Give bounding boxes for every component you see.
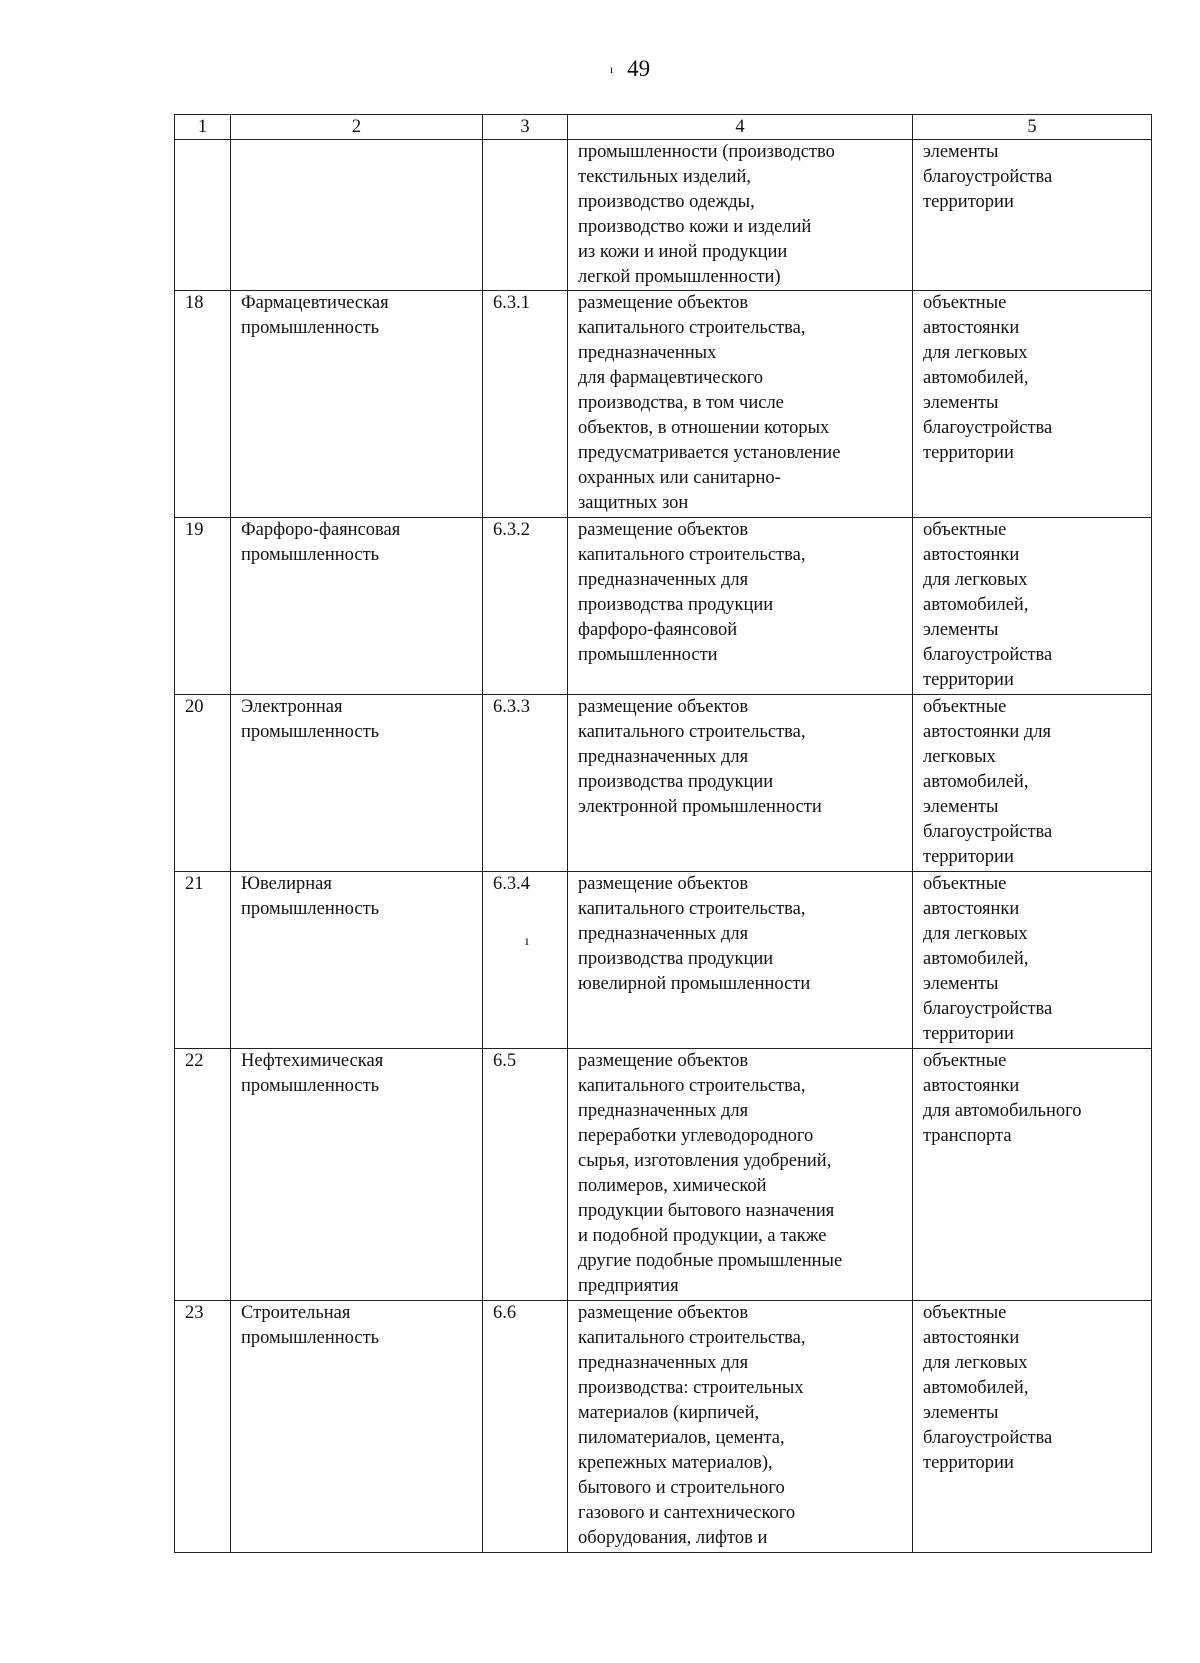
use-description: размещение объектов капитального строительства, предназначенных для фармацевтического производства, в том числе объектов, в отношении которых предусматривается установление охранных или санитарно- защитных зон xyxy=(578,293,841,513)
regulations-table xyxy=(174,114,1152,1553)
row-number: 18 xyxy=(185,293,204,313)
auxiliary-uses-cell xyxy=(913,518,1152,695)
row-number-cell xyxy=(175,518,231,695)
column-header-5: 5 xyxy=(913,115,1152,140)
table-row xyxy=(175,1301,1152,1553)
classifier-code: 6.3.1 xyxy=(493,293,530,313)
classifier-code-cell xyxy=(483,695,568,872)
row-number: 20 xyxy=(185,697,204,717)
header-row xyxy=(175,115,1152,140)
use-type-name-cell xyxy=(231,872,483,1049)
row-number-cell xyxy=(175,872,231,1049)
auxiliary-uses: элементы благоустройства территории xyxy=(923,142,1053,212)
scan-mark: ı xyxy=(525,934,529,949)
use-type-name-cell xyxy=(231,518,483,695)
classifier-code: 6.3.2 xyxy=(493,520,530,540)
use-type-name-cell xyxy=(231,291,483,518)
column-header-3: 3 xyxy=(483,115,568,140)
classifier-code: 6.3.3 xyxy=(493,697,530,717)
row-number-cell xyxy=(175,1049,231,1301)
row-number: 23 xyxy=(185,1303,204,1323)
use-type-name: Нефтехимическая промышленность xyxy=(241,1051,384,1096)
auxiliary-uses: объектные автостоянки для легковых автомобилей, элементы благоустройства территории xyxy=(923,874,1053,1044)
use-type-name: Фармацевтическая промышленность xyxy=(241,293,389,338)
auxiliary-uses: объектные автостоянки для автомобильного транспорта xyxy=(923,1051,1082,1146)
auxiliary-uses-cell xyxy=(913,1049,1152,1301)
use-description-cell xyxy=(568,1301,913,1553)
auxiliary-uses-cell xyxy=(913,291,1152,518)
use-description: размещение объектов капитального строительства, предназначенных для производства: строительных материалов (кирпичей, пиломатериалов, цемента, крепежных материалов), бытового и строительного газового и сантехнического оборудования, лифтов и xyxy=(578,1303,806,1548)
use-description-cell xyxy=(568,695,913,872)
row-number-cell xyxy=(175,140,231,291)
row-number-cell xyxy=(175,291,231,518)
auxiliary-uses-cell xyxy=(913,695,1152,872)
use-type-name: Фарфоро-фаянсовая промышленность xyxy=(241,520,401,565)
classifier-code-cell xyxy=(483,1301,568,1553)
classifier-code: 6.3.4 xyxy=(493,874,530,894)
use-description: размещение объектов капитального строительства, предназначенных для производства продукции фарфоро-фаянсовой промышленности xyxy=(578,520,806,665)
classifier-code: 6.5 xyxy=(493,1051,517,1071)
column-header-4: 4 xyxy=(568,115,913,140)
page-number xyxy=(0,56,1200,82)
row-number: 21 xyxy=(185,874,204,894)
use-description-cell xyxy=(568,872,913,1049)
table-row xyxy=(175,140,1152,291)
classifier-code-cell xyxy=(483,140,568,291)
use-description-cell xyxy=(568,140,913,291)
classifier-code-cell xyxy=(483,518,568,695)
use-type-name-cell xyxy=(231,1301,483,1553)
classifier-code-cell xyxy=(483,872,568,1049)
auxiliary-uses: объектные автостоянки для легковых автомобилей, элементы благоустройства территории xyxy=(923,520,1053,690)
column-header-1: 1 xyxy=(175,115,231,140)
classifier-code-cell xyxy=(483,1049,568,1301)
table-row xyxy=(175,1049,1152,1301)
page-number-value: 49 xyxy=(627,56,651,81)
use-description-cell xyxy=(568,291,913,518)
auxiliary-uses: объектные автостоянки для легковых автомобилей, элементы благоустройства территории xyxy=(923,293,1053,463)
table-body xyxy=(175,140,1152,1553)
row-number-cell xyxy=(175,695,231,872)
use-type-name-cell xyxy=(231,1049,483,1301)
use-description: промышленности (производство текстильных изделий, производство одежды, производство кожи и изделий из кожи и иной продукции легкой промышленности) xyxy=(578,142,835,287)
classifier-code-cell xyxy=(483,291,568,518)
classifier-code: 6.6 xyxy=(493,1303,517,1323)
use-description: размещение объектов капитального строительства, предназначенных для производства продукции ювелирной промышленности xyxy=(578,874,811,994)
use-description: размещение объектов капитального строительства, предназначенных для переработки углеводородного сырья, изготовления удобрений, полимеров, химической продукции бытового назначения и подобной продукции, а также другие подобные промышленные предприятия xyxy=(578,1051,843,1296)
use-description-cell xyxy=(568,1049,913,1301)
use-description-cell xyxy=(568,518,913,695)
use-description: размещение объектов капитального строительства, предназначенных для производства продукции электронной промышленности xyxy=(578,697,822,817)
auxiliary-uses: объектные автостоянки для легковых автомобилей, элементы благоустройства территории xyxy=(923,1303,1053,1473)
use-type-name: Ювелирная промышленность xyxy=(241,874,380,919)
table-row xyxy=(175,695,1152,872)
auxiliary-uses: объектные автостоянки для легковых автомобилей, элементы благоустройства территории xyxy=(923,697,1053,867)
use-type-name: Электронная промышленность xyxy=(241,697,380,742)
column-header-2: 2 xyxy=(231,115,483,140)
table-row xyxy=(175,518,1152,695)
table-row xyxy=(175,872,1152,1049)
use-type-name: Строительная промышленность xyxy=(241,1303,380,1348)
row-number-cell xyxy=(175,1301,231,1553)
auxiliary-uses-cell xyxy=(913,1301,1152,1553)
auxiliary-uses-cell xyxy=(913,872,1152,1049)
auxiliary-uses-cell xyxy=(913,140,1152,291)
use-type-name-cell xyxy=(231,695,483,872)
use-type-name-cell xyxy=(231,140,483,291)
row-number: 19 xyxy=(185,520,204,540)
scan-mark: ı xyxy=(609,62,614,76)
table-row xyxy=(175,291,1152,518)
row-number: 22 xyxy=(185,1051,204,1071)
